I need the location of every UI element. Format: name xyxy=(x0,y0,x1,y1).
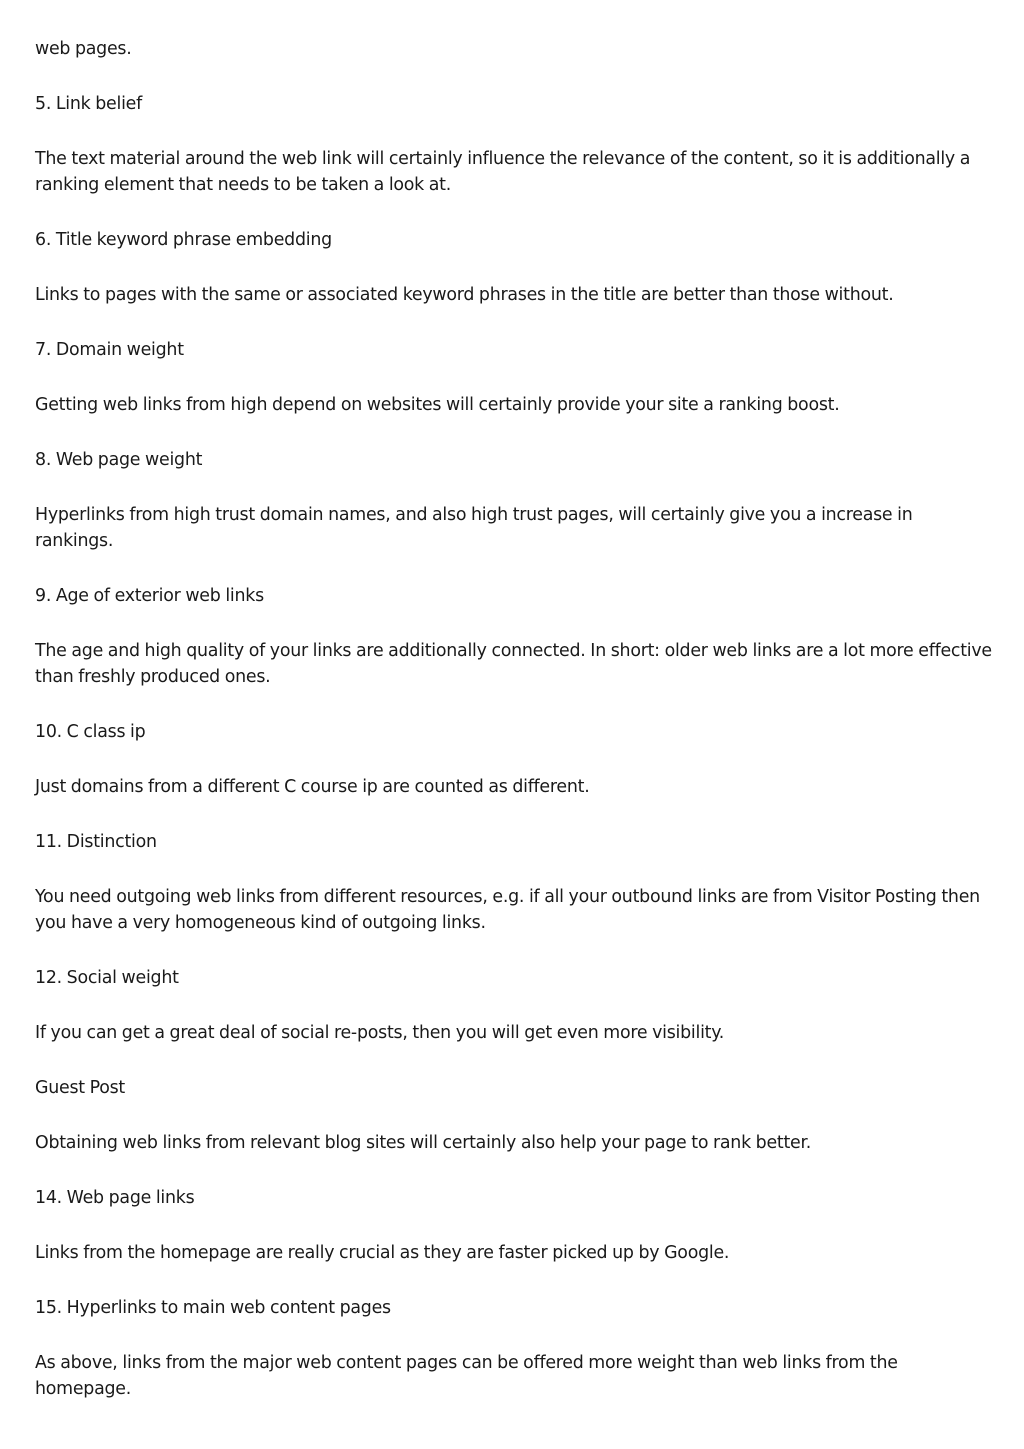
heading-guest-post: Guest Post xyxy=(35,1078,125,1098)
heading-age-of-exterior-web-links: 9. Age of exterior web links xyxy=(35,586,264,606)
paragraph: You need outgoing web links from different resources, e.g. if all your outbound links are from Visitor Posting then you have a very homogeneous kind of outgoing links. xyxy=(35,887,980,933)
document-page xyxy=(35,36,995,1431)
heading-web-page-links: 14. Web page links xyxy=(35,1188,195,1208)
paragraph: Links from the homepage are really crucial as they are faster picked up by Google. xyxy=(35,1243,730,1263)
heading-domain-weight: 7. Domain weight xyxy=(35,340,184,360)
paragraph: The age and high quality of your links are additionally connected. In short: older web links are a lot more effective than freshly produced ones. xyxy=(35,641,992,687)
paragraph: As above, links from the major web content pages can be offered more weight than web links from the homepage. xyxy=(35,1353,898,1399)
heading-distinction: 11. Distinction xyxy=(35,832,157,852)
paragraph: If you can get a great deal of social re-posts, then you will get even more visibility. xyxy=(35,1023,725,1043)
paragraph: Just domains from a different C course ip are counted as different. xyxy=(35,777,590,797)
heading-c-class-ip: 10. C class ip xyxy=(35,722,146,742)
paragraph: Hyperlinks from high trust domain names, and also high trust pages, will certainly give you a increase in rankings. xyxy=(35,505,913,551)
heading-social-weight: 12. Social weight xyxy=(35,968,179,988)
heading-hyperlinks-to-main-web-content-pages: 15. Hyperlinks to main web content pages xyxy=(35,1298,391,1318)
paragraph-continuation: web pages. xyxy=(35,39,132,59)
heading-link-belief: 5. Link belief xyxy=(35,94,142,114)
paragraph: Links to pages with the same or associated keyword phrases in the title are better than those without. xyxy=(35,285,894,305)
heading-web-page-weight: 8. Web page weight xyxy=(35,450,203,470)
paragraph: Getting web links from high depend on websites will certainly provide your site a ranking boost. xyxy=(35,395,840,415)
heading-title-keyword-phrase-embedding: 6. Title keyword phrase embedding xyxy=(35,230,332,250)
paragraph: Obtaining web links from relevant blog sites will certainly also help your page to rank better. xyxy=(35,1133,812,1153)
paragraph: The text material around the web link will certainly influence the relevance of the content, so it is additionally a ranking element that needs to be taken a look at. xyxy=(35,149,971,195)
